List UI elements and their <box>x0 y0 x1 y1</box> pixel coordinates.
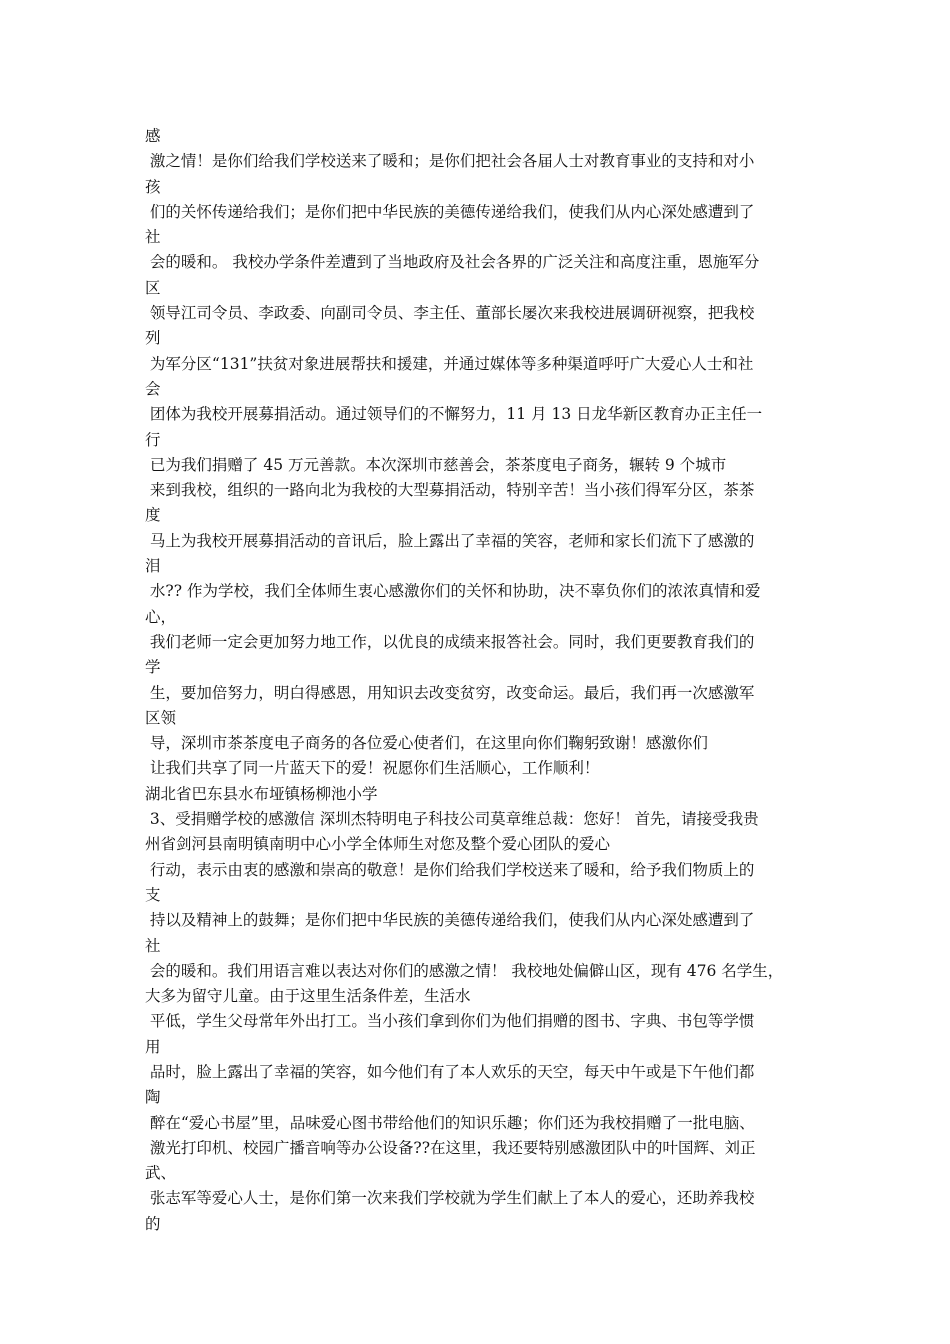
text-line: 激光打印机、校园广播音响等办公设备??在这里，我还要特别感激团队中的叶国辉、刘正 <box>145 1138 756 1157</box>
text-line: 行 <box>145 430 161 449</box>
text-line: 来到我校，组织的一路向北为我校的大型募捐活动，特别辛苦！当小孩们得军分区，茶茶 <box>145 481 755 500</box>
text-line: 区 <box>145 278 161 297</box>
text-line: 心， <box>145 607 177 626</box>
text-line: 醉在“爱心书屋”里，品味爱心图书带给他们的知识乐趣；你们还为我校捐赠了一批电脑、 <box>145 1113 755 1132</box>
text-line: 品时，脸上露出了幸福的笑容，如今他们有了本人欢乐的天空，每天中午或是下午他们都 <box>145 1062 755 1081</box>
text-line: 为军分区“131”扶贫对象进展帮扶和援建，并通过媒体等多种渠道呼吁广大爱心人士和社 <box>145 354 754 373</box>
text-line: 泪 <box>145 557 161 576</box>
text-line: 平低，学生父母常年外出打工。当小孩们拿到你们为他们捐赠的图书、字典、书包等学惯 <box>145 1012 755 1031</box>
text-line: 区领 <box>145 708 177 727</box>
text-line: 列 <box>145 329 161 348</box>
text-line: 3、受捐赠学校的感激信 深圳杰特明电子科技公司莫章维总裁：您好！ 首先，请接受我贵 <box>145 810 759 829</box>
text-line: 孩 <box>145 177 161 196</box>
text-line: 已为我们捐赠了 45 万元善款。本次深圳市慈善会，茶茶度电子商务，辗转 9 个城市 <box>145 455 727 474</box>
text-line: 领导江司令员、李政委、向副司令员、李主任、董部长屡次来我校进展调研视察，把我校 <box>145 304 755 323</box>
text-line: 会的暖和。我们用语言难以表达对你们的感激之情！ 我校地处偏僻山区，现有 476 名学生， <box>145 961 784 980</box>
text-line: 张志军等爱心人士，是你们第一次来我们学校就为学生们献上了本人的爱心，还助养我校 <box>145 1189 755 1208</box>
text-line: 度 <box>145 506 161 525</box>
text-line: 让我们共享了同一片蓝天下的爱！祝愿你们生活顺心，工作顺利！ <box>145 759 600 778</box>
text-line: 马上为我校开展募捐活动的音讯后，脸上露出了幸福的笑容，老师和家长们流下了感激的 <box>145 531 755 550</box>
text-line: 会 <box>145 379 161 398</box>
text-line: 导，深圳市茶茶度电子商务的各位爱心使者们，在这里向你们鞠躬致谢！感激你们 <box>145 734 708 753</box>
text-line: 武、 <box>145 1164 177 1183</box>
text-line: 的 <box>145 1214 161 1233</box>
text-line: 州省剑河县南明镇南明中心小学全体师生对您及整个爱心团队的爱心 <box>145 835 611 854</box>
text-line: 陶 <box>145 1088 161 1107</box>
text-line: 支 <box>145 885 161 904</box>
text-line: 会的暖和。 我校办学条件差遭到了当地政府及社会各界的广泛关注和高度注重，恩施军分 <box>145 253 760 272</box>
text-line: 持以及精神上的鼓舞；是你们把中华民族的美德传递给我们，使我们从内心深处感遭到了 <box>145 911 755 930</box>
text-line: 社 <box>145 228 161 247</box>
text-line: 用 <box>145 1037 161 1056</box>
text-line: 们的关怀传递给我们；是你们把中华民族的美德传递给我们，使我们从内心深处感遭到了 <box>145 202 755 221</box>
text-line: 水?? 作为学校，我们全体师生衷心感激你们的关怀和协助，决不辜负你们的浓浓真情和爱 <box>145 582 761 601</box>
text-line: 生，要加倍努力，明白得感恩，用知识去改变贫穷，改变命运。最后，我们再一次感激军 <box>145 683 755 702</box>
text-line: 社 <box>145 936 161 955</box>
text-line: 激之情！是你们给我们学校送来了暖和；是你们把社会各届人士对教育事业的支持和对小 <box>145 152 755 171</box>
text-line: 感 <box>145 127 161 145</box>
signature-line: 湖北省巴东县水布垭镇杨柳池小学 <box>145 784 378 803</box>
text-line: 我们老师一定会更加努力地工作，以优良的成绩来报答社会。同时，我们更要教育我们的 <box>145 632 755 651</box>
text-line: 学 <box>145 658 161 677</box>
text-line: 团体为我校开展募捐活动。通过领导们的不懈努力，11 月 13 日龙华新区教育办正主任一 <box>145 405 763 424</box>
text-line: 大多为留守儿童。由于这里生活条件差，生活水 <box>145 987 471 1006</box>
text-line: 行动，表示由衷的感激和崇高的敬意！是你们给我们学校送来了暖和，给予我们物质上的 <box>145 860 755 879</box>
letter-body <box>145 124 825 1237</box>
